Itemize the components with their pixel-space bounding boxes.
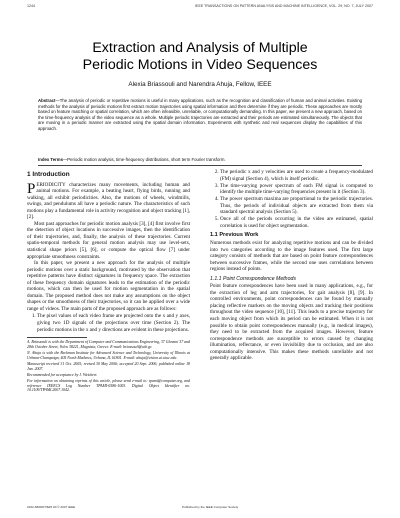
point-correspondence-paragraph: Point feature correspondences have been used in many applications, e.g., for the extraction of leg and arm trajectories, for gait analysis [8], [9]. In controlled environments, point correspondences can be found by manually placing reflective markers on the moving objects and tracking their positions throughout the video sequence [10], [11]. This leads to a precise trajectory for each moving object from which its period can be estimated. When it is not possible to obtain point correspondences manually (e.g., in medical images), they need to be extracted from the acquired images. However, feature correspondence methods are susceptible to errors caused by changing illumination, reflectance, or even invisibility due to occlusion, and are also computationally intensive. This makes these methods unreliable and not generally applicable. <box>210 283 373 362</box>
approach-item: 5. Once all of the periods occurring in the video are estimated, spatial correlation is used for object segmentation. <box>220 216 373 229</box>
footer-copyright: 0162-8828/07/$25.00 © 2007 IEEE <box>27 505 76 509</box>
index-terms <box>38 157 362 162</box>
footnote-divider <box>27 337 87 338</box>
left-column <box>27 168 190 395</box>
page-footer <box>27 505 373 509</box>
paper-title <box>0 40 400 73</box>
approach-list-continued <box>210 169 373 229</box>
intro-paragraph-1 <box>27 182 190 221</box>
intro-paragraph-3: In this paper, we present a new approach for the analysis of multiple periodic motions over a static background, motivated by the observation that repetitive patterns have distinct signatures in frequency space. The extraction of these frequency domain signatures leads to the estimation of the periodic motions, which can then be used for motion segmentation in the spatial domain. The proposed method does not make any assumptions on the object shapes or the smoothness of their trajectories, so it can be applied over a wide range of videos. The main parts of the proposed approach are as follows: <box>27 260 190 312</box>
abstract-text: —The analysis of periodic or repetitive motions is useful in many applications, such as the recognition and classification of human and animal activities. Existing methods for the analysis of periodic motions first extract motion trajectories using spatial information and then determine if they are periodic. These approaches are mostly based on feature matching or spatial correlation, which are often infeasible, unreliable, or computationally demanding. In this paper, we present a new approach, based on the time-frequency analysis of the video sequence as a whole. Multiple periodic trajectories are extracted and their periods are estimated simultaneously. The objects that are moving in a periodic manner are extracted using the spatial domain information. Experiments with synthetic and real sequences display the capabilities of this approach. <box>38 98 362 131</box>
footnote-affiliation-2: N. Ahuja is with the Beckman Institute for Advanced Science and Technology, University of Illinois at Urbana-Champaign, 405 North Mathews, Urbana, IL 61801. E-mail: ahuja@vision.ai.uiuc.edu. <box>27 351 190 360</box>
title-line-2: Periodic Motions in Video Sequences <box>82 56 318 73</box>
first-word-rest: ERIODICITY <box>36 181 66 188</box>
right-column <box>210 168 373 362</box>
author-line: Alexia Briassouli and Narendra Ahuja, Fellow, IEEE <box>128 81 272 88</box>
abstract-label: Abstract <box>38 98 56 103</box>
approach-item: 1. The pixel values of each video frame are projected onto the x and y axes, giving two 1D signals of the projections over time (Section 2). The periodic motions in the x and y directions are evident in these projections. <box>37 313 190 333</box>
drop-cap: P <box>27 180 36 197</box>
approach-item: 2. The periodic x and y velocities are used to create a frequency-modulated (FM) signal (Section 4), which is itself periodic. <box>220 169 373 182</box>
subsection-heading-previous-work: 1.1 Previous Work <box>210 232 259 239</box>
approach-list <box>27 313 190 333</box>
footer-publisher: Published by the IEEE Computer Society <box>182 505 239 509</box>
intro-paragraph-2: Most past approaches for periodic motion analysis [3], [4] first involve first the detection of object locations in successive images, then the identification of their trajectories, and, finally, the analysis of these trajectories. Current spatio-temporal methods for general motion analysis may use level-sets, statistical shape priors [5], [6], or compute the optical flow [7] under appropriate smoothness constraints. <box>27 220 190 260</box>
footnote-reprints: For information on obtaining reprints of this article, please send e-mail to: tpami@computer.org, and reference IEEECS Log Number TPAMI-0586-1005. Digital Object Identifier no. 10.1109/TPAMI.2007.1042. <box>27 379 190 393</box>
index-terms-text: —Periodic motion analysis, time-frequency distributions, short term Fourier transform. <box>63 157 226 162</box>
section-heading-introduction: 1 Introduction <box>27 171 70 178</box>
abstract-divider <box>38 165 362 166</box>
footnotes <box>27 340 190 393</box>
journal-line: IEEE TRANSACTIONS ON PATTERN ANALYSIS AND MACHINE INTELLIGENCE, VOL. 29, NO. 7, JULY 2007 <box>195 4 373 8</box>
approach-item: 4. The power spectrum maxima are proportional to the periodic trajectories. Thus, the periods of individual objects are extracted from them via standard spectral analysis (Section 5). <box>220 196 373 216</box>
index-terms-label: Index Terms <box>38 157 63 162</box>
previous-work-paragraph: Numerous methods exist for analyzing repetitive motions and can be divided into two categories according to the image features used. The first large category consists of methods that are based on point feature correspondences between successive frames, while the second one uses correlations between regions instead of points. <box>210 239 373 273</box>
subsubsection-heading-point-correspondence: 1.1.1 Point Correspondence Methods <box>210 275 296 282</box>
title-line-1: Extraction and Analysis of Multiple <box>92 40 308 56</box>
footnote-recommended: Recommended for acceptance by J. Weickert. <box>27 372 98 377</box>
page-number: 1244 <box>27 4 35 8</box>
approach-item: 3. The time-varying power spectrum of each FM signal is computed to identify the multiple time-varying frequencies present in it (Section 3). <box>220 183 373 196</box>
footnote-manuscript-dates: Manuscript received 31 Oct. 2005; revised 30 May 2006; accepted 20 Sept. 2006; published online 18 Jan. 2007. <box>27 361 190 371</box>
footnote-affiliation-1: A. Briassouli is with the Department of Computer and Communications Engineering, 37 Glavani 37 and 28th October Street, Volos 38221, Magnisia, Greece. E-mail: briassouli@uth.gr. <box>27 340 190 349</box>
abstract <box>38 98 362 131</box>
intro-paragraph-1-text: characterizes many movements, including human and animal motions. For example, a beating heart, flying birds, running and walking, all exhibit periodicities. Also, the motions of wheels, windmills, swings, and pendulums all have a periodic nature. The characteristics of such motions play a fundamental role in activity recognition and object tracking [1], [2]. <box>27 181 190 221</box>
